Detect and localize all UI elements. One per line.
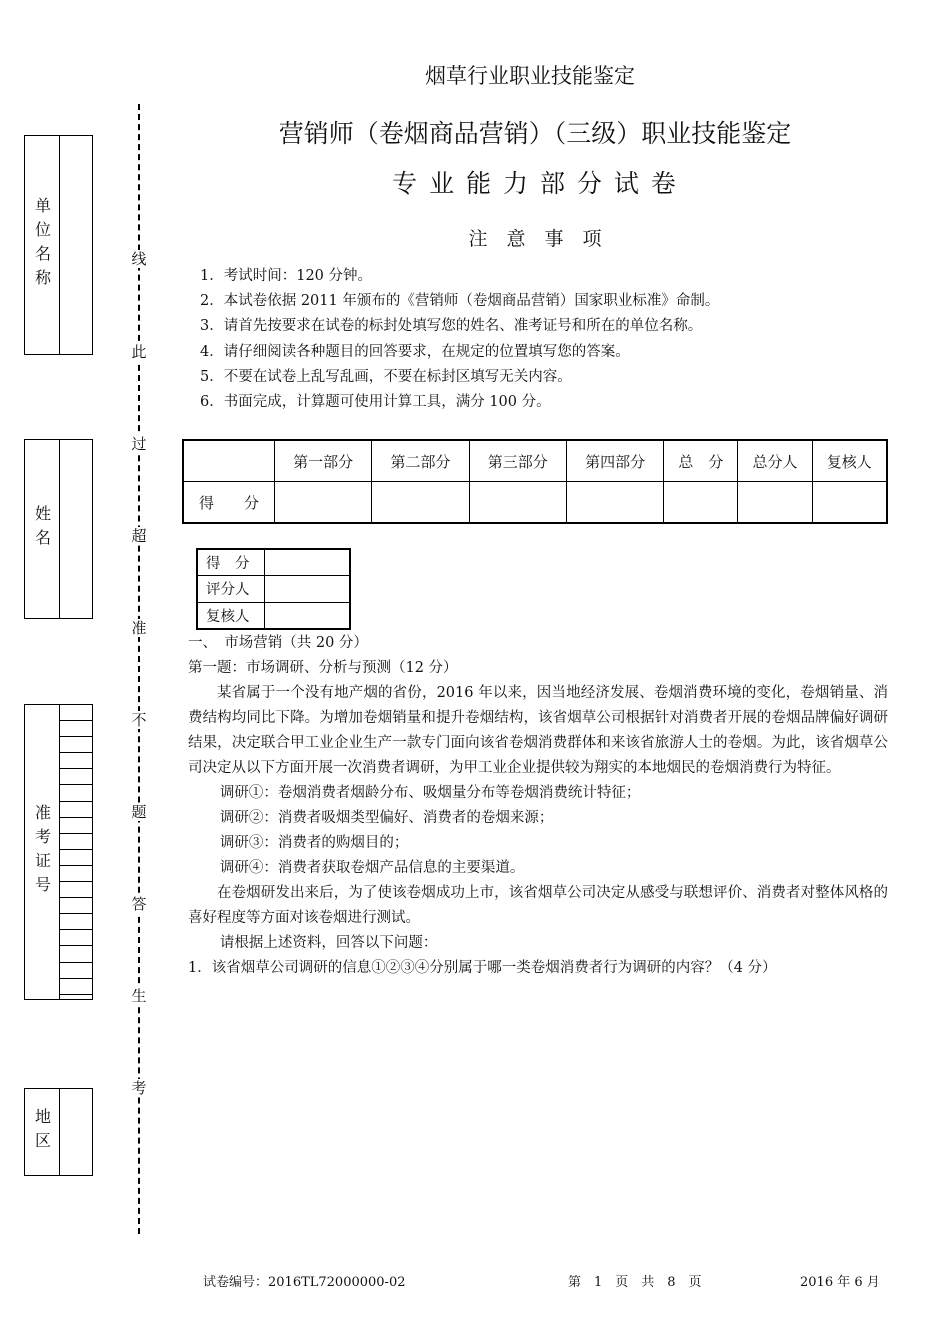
cut-line-char: 考	[131, 1079, 147, 1097]
table-row	[197, 602, 350, 629]
research-item: 调研①：卷烟消费者烟龄分布、吸烟量分布等卷烟消费统计特征；	[219, 785, 641, 801]
footer-page-number: 第 1 页 共 8 页	[568, 1275, 702, 1290]
notice-item: 3．请首先按要求在试卷的标封处填写您的姓名、准考证号和所在的单位名称。	[200, 318, 703, 335]
prompt-text: 请根据上述资料，回答以下问题：	[219, 935, 438, 951]
region-field[interactable]	[59, 1089, 92, 1175]
unit-name-box	[24, 135, 93, 355]
score-cell[interactable]	[812, 482, 887, 524]
notice-list	[200, 264, 719, 415]
notice-item: 4．请仔细阅读各种题目的回答要求，在规定的位置填写您的答案。	[200, 343, 630, 360]
score-cell[interactable]	[738, 482, 812, 524]
grading-row-label: 复核人	[197, 602, 265, 629]
question-section	[188, 631, 888, 981]
cut-line-char: 准	[131, 619, 147, 637]
seal-cut-line	[138, 104, 140, 1234]
research-item: 调研③：消费者的购烟目的；	[219, 835, 409, 851]
score-cell[interactable]	[372, 482, 469, 524]
table-header-cell: 总 分	[664, 440, 738, 482]
research-item: 调研④：消费者获取卷烟产品信息的主要渠道。	[219, 860, 525, 876]
footer-date: 2016 年 6 月	[800, 1275, 880, 1290]
exam-subtitle: 专 业 能 力 部 分 试 卷	[392, 169, 678, 198]
table-header-cell: 第二部分	[372, 440, 469, 482]
table-row	[197, 576, 350, 602]
grading-row-label: 得 分	[197, 549, 265, 576]
grading-cell[interactable]	[265, 549, 351, 576]
score-cell[interactable]	[664, 482, 738, 524]
exam-title: 营销师（卷烟商品营销）（三级）职业技能鉴定	[278, 119, 792, 148]
cut-line-char: 题	[131, 803, 147, 821]
cut-line-char: 线	[131, 250, 147, 268]
section-title: 一、 市场营销（共 20 分）	[188, 635, 368, 651]
exam-id-digit-grid[interactable]	[59, 705, 92, 999]
cut-line-char: 不	[131, 711, 147, 729]
score-row-label: 得 分	[183, 482, 275, 524]
unit-name-label: 单位名称	[32, 197, 52, 293]
score-cell[interactable]	[469, 482, 566, 524]
cut-line-char: 超	[131, 527, 147, 545]
table-header-cell	[183, 440, 275, 482]
unit-name-field[interactable]	[59, 136, 92, 354]
question-title: 第一题：市场调研、分析与预测（12 分）	[188, 660, 458, 676]
exam-id-box	[24, 704, 93, 1000]
table-row	[197, 549, 350, 576]
name-box	[24, 439, 93, 619]
table-header-cell: 第四部分	[566, 440, 663, 482]
score-cell[interactable]	[566, 482, 663, 524]
grading-row-label: 评分人	[197, 576, 265, 602]
table-header-cell: 第一部分	[275, 440, 372, 482]
case-paragraph: 在卷烟研发出来后，为了使该卷烟成功上市，该省烟草公司决定从感受与联想评价、消费者对整体风格的喜好程度等方面对该卷烟进行测试。	[188, 885, 888, 926]
grading-cell[interactable]	[265, 576, 351, 602]
notice-item: 6．书面完成，计算题可使用计算工具，满分 100 分。	[200, 394, 551, 411]
table-row	[183, 440, 887, 482]
name-label: 姓名	[32, 505, 52, 553]
cut-line-char: 过	[131, 435, 147, 453]
score-cell[interactable]	[275, 482, 372, 524]
table-row	[183, 482, 887, 524]
table-header-cell: 复核人	[812, 440, 887, 482]
notice-item: 1．考试时间：120 分钟。	[200, 268, 373, 284]
cut-line-char: 答	[131, 895, 147, 913]
footer-exam-code: 试卷编号：2016TL72000000-02	[203, 1275, 406, 1290]
notice-heading: 注 意 事 项	[468, 228, 602, 250]
score-summary-table	[182, 439, 888, 524]
exam-id-label: 准考证号	[32, 804, 52, 900]
org-heading: 烟草行业职业技能鉴定	[425, 64, 635, 88]
notice-item: 2．本试卷依据 2011 年颁布的《营销师（卷烟商品营销）国家职业标准》命制。	[200, 293, 720, 310]
table-header-cell: 总分人	[738, 440, 812, 482]
name-field[interactable]	[59, 440, 92, 618]
case-paragraph: 某省属于一个没有地产烟的省份，2016 年以来，因当地经济发展、卷烟消费环境的变化，卷烟销量、消费结构均同比下降。为增加卷烟销量和提升卷烟结构，该省烟草公司根据针对消费者开展的卷烟品牌偏好调研结果，决定联合甲工业企业生产一款专门面向该省卷烟消费群体和来该省旅游人士的卷烟。为此，该省烟草公司决定从以下方面开展一次消费者调研，为甲工业企业提供较为翔实的本地烟民的卷烟消费行为特征。	[188, 685, 888, 776]
cut-line-char: 此	[131, 343, 147, 361]
table-header-cell: 第三部分	[469, 440, 566, 482]
region-label: 地区	[32, 1108, 52, 1156]
section-grading-table	[196, 548, 351, 630]
question-1: 1．该省烟草公司调研的信息①②③④分别属于哪一类卷烟消费者行为调研的内容？（4 分）	[188, 960, 777, 976]
notice-item: 5．不要在试卷上乱写乱画，不要在标封区填写无关内容。	[200, 368, 572, 385]
cut-line-char: 生	[131, 987, 147, 1005]
region-box	[24, 1088, 93, 1176]
research-item: 调研②：消费者吸烟类型偏好、消费者的卷烟来源；	[219, 810, 554, 826]
grading-cell[interactable]	[265, 602, 351, 629]
